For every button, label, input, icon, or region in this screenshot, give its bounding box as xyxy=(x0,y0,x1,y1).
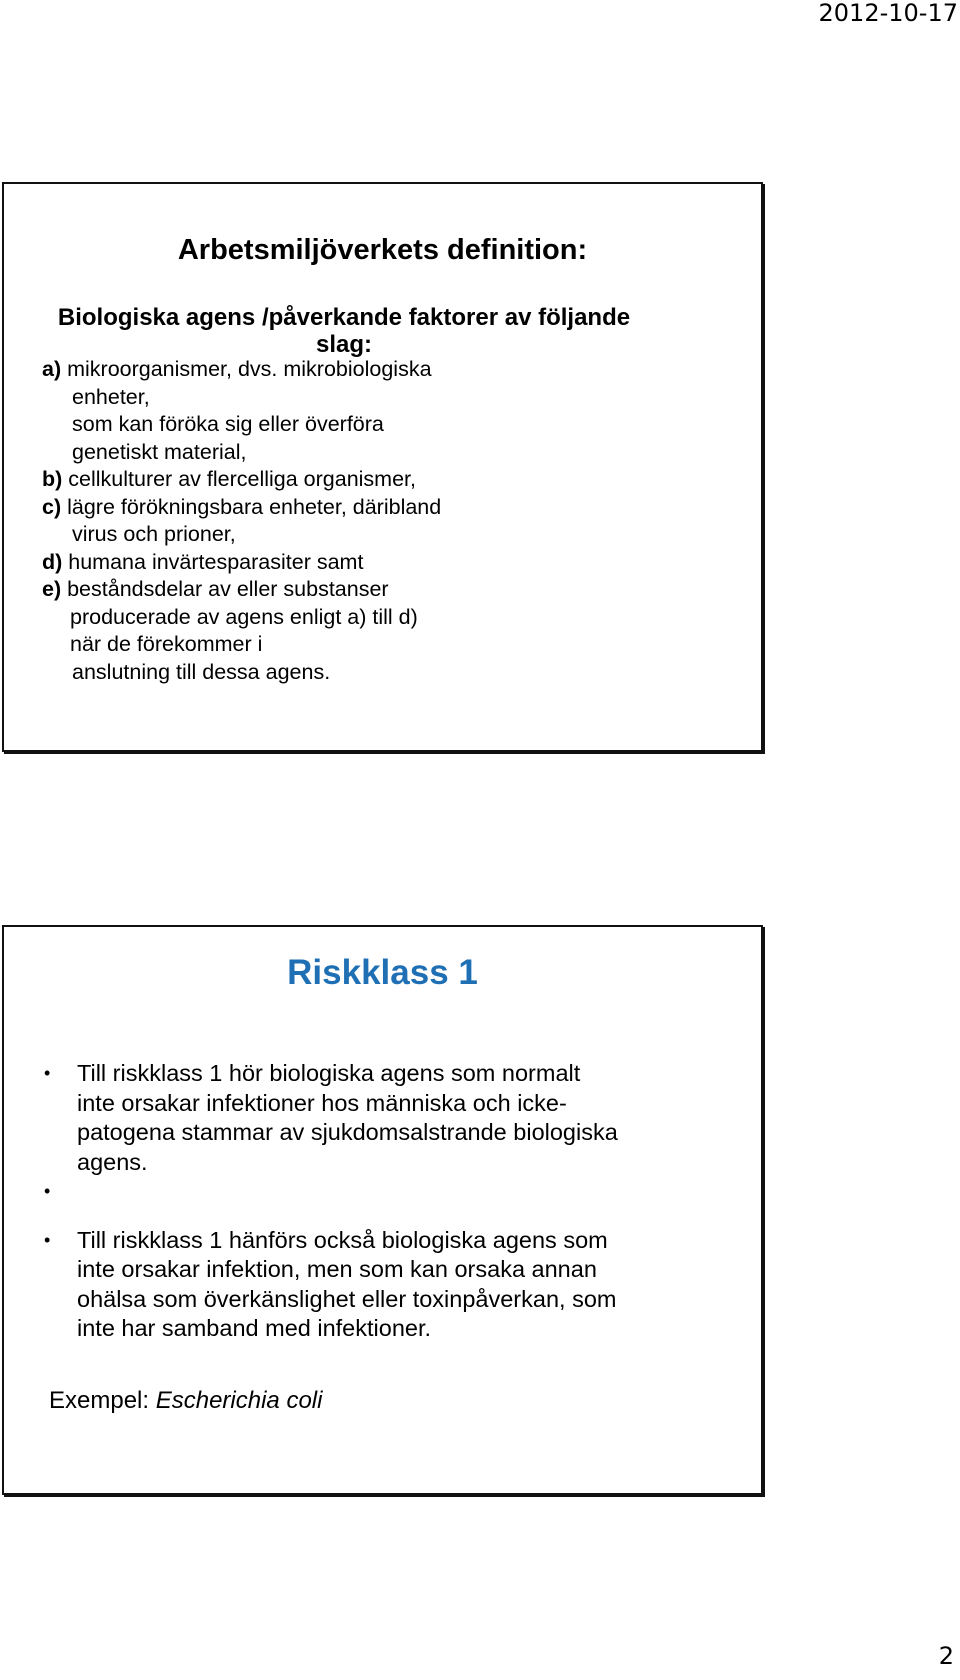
list-item: virus och prioner, xyxy=(72,522,236,546)
list-item: b) cellkulturer av flercelliga organismer, xyxy=(42,467,416,491)
bullet-item xyxy=(44,1226,734,1344)
page-number: 2 xyxy=(938,1642,954,1670)
slide-riskklass-1 xyxy=(2,925,763,1495)
bullet-icon: • xyxy=(44,1063,51,1083)
slide-subtitle: Biologiska agens /påverkande faktorer av följande slag: xyxy=(57,304,631,358)
bullet-line: Till riskklass 1 hänförs också biologiska agens som xyxy=(77,1226,608,1253)
bullet-icon: • xyxy=(44,1181,51,1201)
list-item: när de förekommer i xyxy=(70,632,263,656)
list-item: som kan föröka sig eller överföra xyxy=(72,412,384,436)
bullet-icon: • xyxy=(44,1229,51,1250)
example-text: Exempel: Escherichia coli xyxy=(49,1387,323,1414)
header-date: 2012-10-17 xyxy=(818,0,958,27)
slide-title: Arbetsmiljöverkets definition: xyxy=(177,234,588,266)
example-organism: Escherichia coli xyxy=(155,1387,323,1414)
bullet-line: agens. xyxy=(77,1148,148,1175)
list-item: a) mikroorganismer, dvs. mikrobiologiska xyxy=(42,357,432,381)
list-item: c) lägre förökningsbara enheter, däribland xyxy=(42,494,442,519)
slide-title: Riskklass 1 xyxy=(287,953,478,992)
bullet-line: Till riskklass 1 hör biologiska agens som normalt xyxy=(77,1060,581,1086)
list-item: d) humana invärtesparasiter samt xyxy=(42,549,364,574)
list-item: producerade av agens enligt a) till d) xyxy=(70,604,418,629)
bullet-line: ohälsa som överkänslighet eller toxinpåverkan, som xyxy=(77,1285,617,1312)
bullet-line: inte orsakar infektion, men som kan orsaka annan xyxy=(77,1256,597,1282)
definition-list xyxy=(42,356,642,686)
bullet-list xyxy=(44,1059,734,1344)
bullet-line: patogena stammar av sjukdomsalstrande biologiska xyxy=(77,1119,618,1145)
bullet-item-empty xyxy=(44,1177,734,1207)
list-item: e) beståndsdelar av eller substanser xyxy=(42,577,389,601)
list-item: anslutning till dessa agens. xyxy=(72,659,331,684)
list-item: enheter, xyxy=(72,384,150,409)
slide-definition xyxy=(2,182,763,752)
bullet-line: inte har samband med infektioner. xyxy=(77,1315,432,1341)
list-item: genetiskt material, xyxy=(72,439,247,464)
bullet-line: inte orsakar infektioner hos människa och icke- xyxy=(77,1089,567,1116)
bullet-item xyxy=(44,1059,734,1177)
